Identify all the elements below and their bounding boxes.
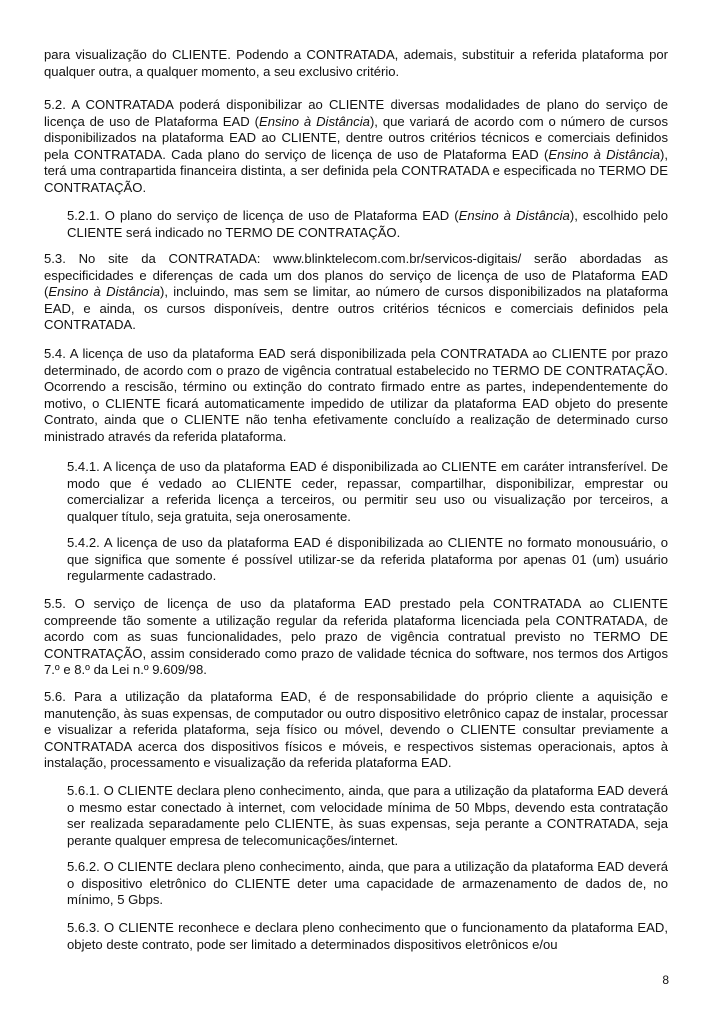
paragraph-text: 5.2.1. O plano do serviço de licença de uso de Plataforma EAD ( <box>67 208 459 223</box>
clause-5-5 <box>44 596 668 679</box>
paragraph-text: 5.6.1. O CLIENTE declara pleno conhecimento, ainda, que para a utilização da plataforma EAD deverá o mesmo estar conectado à internet, com velocidade mínima de 50 Mbps, devendo esta contratação ser realizada separadamente pelo CLIENTE, às suas expensas, seja perante a CONTRATADA, seja perante qualquer empresa de telecomunicações/internet. <box>67 783 668 848</box>
clause-5-4-1 <box>67 459 668 525</box>
clause-5-6-1 <box>67 783 668 849</box>
clause-5-6 <box>44 689 668 772</box>
paragraph-text: 5.3. No site da CONTRATADA: www.blinktelecom.com.br/servicos-digitais/ serão abordadas as especificidades e diferenças de cada um dos planos do serviço de licença de uso de Plataforma EAD ( <box>44 251 668 300</box>
paragraph-text: para visualização do CLIENTE. Podendo a CONTRATADA, ademais, substituir a referida plataforma por qualquer outra, a qualquer momento, a seu exclusivo critério. <box>44 47 668 79</box>
clause-5-4 <box>44 346 668 446</box>
italic-term: Ensino à Distância <box>458 208 570 223</box>
paragraph-text: ), que variará de acordo com o número de cursos disponibilizados na plataforma EAD ao CLIENTE, dentre outros critérios técnicos e comerciais definidos pela CONTRATADA. Cada plano do serviço de licença de uso de Plataforma EAD ( <box>44 113 668 162</box>
paragraph-text: 5.6.3. O CLIENTE reconhece e declara pleno conhecimento que o funcionamento da plataforma EAD, objeto deste contrato, pode ser limitado a determinados dispositivos eletrônicos e/ou <box>67 920 668 952</box>
clause-5-3 <box>44 251 668 334</box>
clause-5-6-3 <box>67 920 668 953</box>
paragraph-text: 5.4. A licença de uso da plataforma EAD será disponibilizada pela CONTRATADA ao CLIENTE por prazo determinado, de acordo com o prazo de vigência contratual estabelecido no TERMO DE CONTRATAÇÃO. Ocorrendo a rescisão, término ou extinção do contrato firmado entre as partes, independentemente do motivo, o CLIENTE ficará automaticamente impedido de utilizar da plataforma EAD objeto do presente Contrato, ainda que o CLIENTE não tenha efetivamente concluído a realização de determinado curso ministrado através da referida plataforma. <box>44 346 668 444</box>
clause-5-4-2 <box>67 535 668 585</box>
clause-5-6-2 <box>67 859 668 909</box>
paragraph-text: 5.4.1. A licença de uso da plataforma EAD é disponibilizada ao CLIENTE em caráter intransferível. De modo que é vedado ao CLIENTE ceder, repassar, compartilhar, disponibilizar, emprestar ou comercializar a referida licença a terceiros, ou permitir seu uso ou visualização por terceiros, a qualquer título, seja gratuita, seja onerosamente. <box>67 459 668 524</box>
paragraph-text: 5.4.2. A licença de uso da plataforma EAD é disponibilizada ao CLIENTE no formato monousuário, o que significa que somente é possível utilizar-se da referida plataforma por apenas 01 (um) usuário regularmente cadastrado. <box>67 535 668 584</box>
italic-term: Ensino à Distância <box>48 284 160 300</box>
paragraph-text: ), terá uma contrapartida financeira distinta, a ser definida pela CONTRATADA e especificada no TERMO DE CONTRATAÇÃO. <box>44 146 668 195</box>
paragraph-text: ), escolhido pelo CLIENTE será indicado no TERMO DE CONTRATAÇÃO. <box>67 208 668 240</box>
paragraph-text: ), incluindo, mas sem se limitar, ao número de cursos disponibilizados na plataforma EAD, e ainda, os cursos disponíveis, dentre outros critérios técnicos e comerciais definidos pela CONTRATADA. <box>44 284 668 333</box>
paragraph-text: 5.5. O serviço de licença de uso da plataforma EAD prestado pela CONTRATADA ao CLIENTE compreende tão somente a utilização regular da referida plataforma licenciada pela CONTRATADA, de acordo com as suas funcionalidades, pelo prazo de vigência contratual previsto no TERMO DE CONTRATAÇÃO, assim considerado como prazo de validade técnica do software, nos termos dos Artigos 7.º e 8.º da Lei n.º 9.609/98. <box>44 596 668 678</box>
paragraph-continuation <box>44 47 668 80</box>
paragraph-text: 5.2. A CONTRATADA poderá disponibilizar ao CLIENTE diversas modalidades de plano do serviço de licença de uso de Plataforma EAD ( <box>44 97 668 129</box>
clause-5-2 <box>44 97 668 197</box>
clause-5-2-1 <box>67 208 668 241</box>
paragraph-text: 5.6. Para a utilização da plataforma EAD, é de responsabilidade do próprio cliente a aquisição e manutenção, às suas expensas, de computador ou outro dispositivo eletrônico capaz de instalar, processar e visualizar a referida plataforma, seja físico ou móvel, devendo o CLIENTE consultar previamente a CONTRATADA acerca dos dispositivos físicos e móveis, e respectivos sistemas operacionais, aptos à instalação, processamento e visualização da referida plataforma EAD. <box>44 689 668 771</box>
page-number: 8 <box>662 973 669 987</box>
italic-term: Ensino à Distância <box>548 146 660 162</box>
paragraph-text: 5.6.2. O CLIENTE declara pleno conhecimento, ainda, que para a utilização da plataforma EAD deverá o dispositivo eletrônico do CLIENTE deter uma capacidade de armazenamento de dados de, no mínimo, 5 Gbps. <box>67 859 668 908</box>
italic-term: Ensino à Distância <box>258 113 370 129</box>
